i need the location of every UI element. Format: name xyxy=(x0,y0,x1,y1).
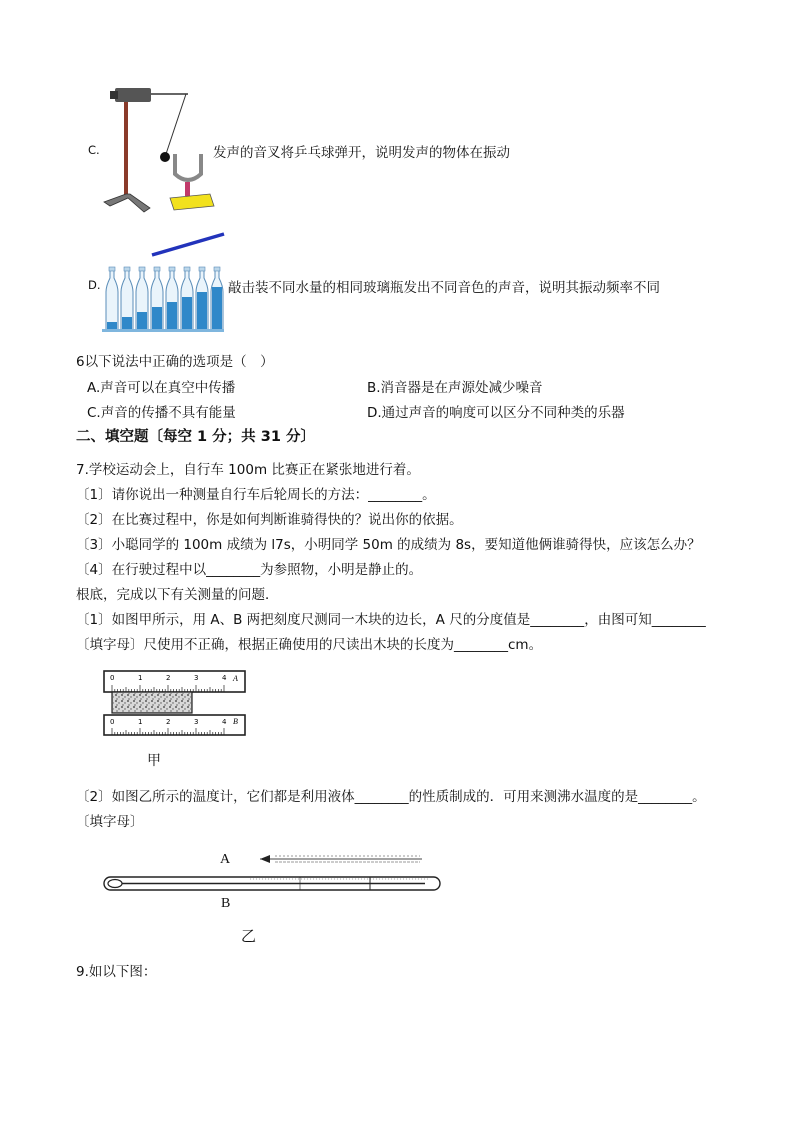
q6-option-c: C.声音的传播不具有能量 xyxy=(87,405,236,421)
option-d-label: D. xyxy=(88,278,101,292)
ruler-tick-label: 2 xyxy=(166,674,171,682)
option-c-text: 发声的音叉将乒乓球弹开，说明发声的物体在振动 xyxy=(213,145,510,161)
ruler-tick-label: 2 xyxy=(166,718,171,726)
q6-option-a: A.声音可以在真空中传播 xyxy=(87,380,236,396)
q7-stem: 7.学校运动会上，自行车 100m 比赛正在紧张地进行着。 xyxy=(76,462,420,478)
glass-bottle xyxy=(211,267,223,330)
ruler-tick-label: 0 xyxy=(110,718,115,726)
q8-part-2-line-2: 〔填字母〕 xyxy=(76,814,144,830)
q8-part-1-line-1: 〔1〕如图甲所示，用 A、B 两把刻度尺测同一木块的边长，A 尺的分度值是________，由图可知________ xyxy=(76,612,706,628)
q8-part-1-line-2: 〔填字母〕尺使用不正确，根据正确使用的尺读出木块的长度为________cm。 xyxy=(76,637,543,653)
ruler-tick-label: 1 xyxy=(138,718,143,726)
ruler-tick-label: 1 xyxy=(138,674,143,682)
option-d-text: 敲击装不同水量的相同玻璃瓶发出不同音色的声音，说明其振动频率不同 xyxy=(228,280,660,296)
q8-stem: 根底，完成以下有关测量的问题． xyxy=(76,587,279,603)
thermometer-a-label: A xyxy=(220,852,231,867)
glass-bottles-figure xyxy=(100,230,230,335)
q8-part-2-line-1: 〔2〕如图乙所示的温度计，它们都是利用液体________的性质制成的．可用来测沸水温度的是________。 xyxy=(76,789,706,805)
mallet-stick xyxy=(152,234,224,255)
option-c-label: C. xyxy=(88,143,100,157)
figure-jia-caption: 甲 xyxy=(147,753,161,769)
ruler-figure xyxy=(103,670,248,740)
glass-bottle xyxy=(106,267,118,330)
glass-bottle xyxy=(121,267,133,330)
tuning-fork-figure xyxy=(100,82,220,217)
section-heading: 二、填空题〔每空 1 分；共 31 分〕 xyxy=(76,429,315,445)
ruler-tick-label: 4 xyxy=(222,718,227,726)
q7-part-3: 〔3〕小聪同学的 100m 成绩为 l7s，小明同学 50m 的成绩为 8s，要知道他俩谁骑得快，应该怎么办？ xyxy=(76,537,701,553)
ruler-tick-label: 3 xyxy=(194,718,199,726)
thermometer-b-label: B xyxy=(221,896,231,911)
glass-bottle xyxy=(136,267,148,330)
ruler-tick-label: 3 xyxy=(194,674,199,682)
q6-stem: 6以下说法中正确的选项是（ ） xyxy=(76,354,274,370)
q6-option-b: B.消音器是在声源处减少噪音 xyxy=(367,380,543,396)
q7-part-4: 〔4〕在行驶过程中以________为参照物，小明是静止的。 xyxy=(76,562,423,578)
figure-yi-caption: 乙 xyxy=(241,927,257,945)
q7-part-1: 〔1〕请你说出一种测量自行车后轮周长的方法：________。 xyxy=(76,487,436,503)
q6-option-d: D.通过声音的响度可以区分不同种类的乐器 xyxy=(367,405,625,421)
glass-bottle xyxy=(166,267,178,330)
ruler-tick-label: 0 xyxy=(110,674,115,682)
ruler-a-label: A xyxy=(233,674,238,683)
q9-stem: 9.如以下图： xyxy=(76,964,157,980)
glass-bottle xyxy=(196,267,208,330)
glass-bottle xyxy=(151,267,163,330)
glass-bottle xyxy=(181,267,193,330)
ruler-b-label: B xyxy=(233,717,238,726)
ruler-tick-label: 4 xyxy=(222,674,227,682)
q7-part-2: 〔2〕在比赛过程中，你是如何判断谁骑得快的？说出你的依据。 xyxy=(76,512,463,528)
thermometer-figure xyxy=(100,850,445,945)
